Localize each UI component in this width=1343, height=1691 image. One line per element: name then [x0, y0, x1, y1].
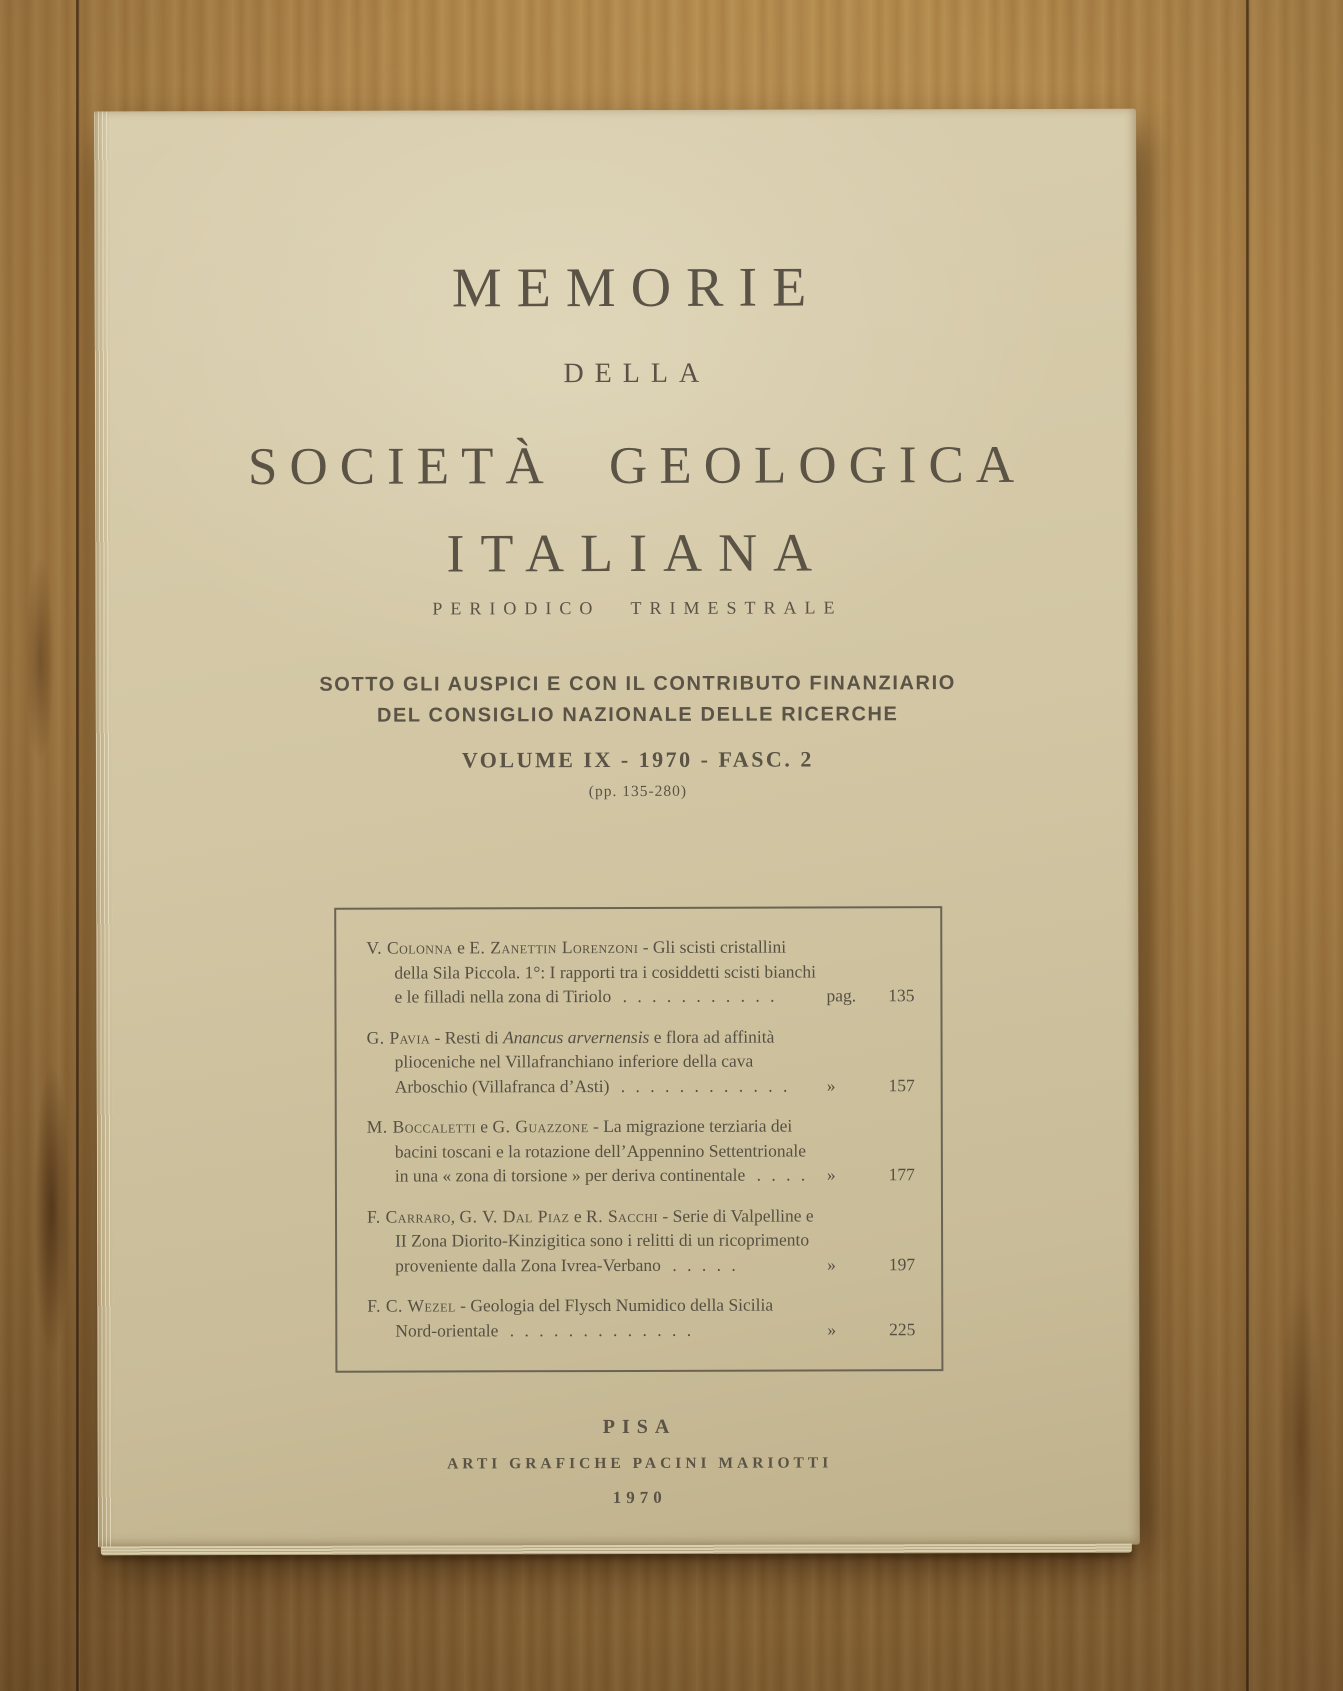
toc-entry	[366, 934, 914, 1009]
toc-page-number: 157	[888, 1074, 915, 1095]
journal-title-societa-geologica: SOCIETÀ GEOLOGICA	[247, 435, 1027, 496]
toc-leader-dots: . . . . . . . . . . .	[615, 985, 778, 1007]
toc-entry	[367, 1113, 915, 1188]
sponsor-note	[138, 668, 1138, 733]
toc-leader-dots: . . . .	[749, 1164, 809, 1185]
plank-seam	[1246, 0, 1250, 1691]
toc-page-ref-label: pag.	[826, 985, 857, 1006]
toc-page-ref	[826, 983, 914, 1008]
toc-leader-dots: . . . . . . . . . . . .	[613, 1075, 791, 1096]
table-of-contents	[334, 906, 943, 1373]
journal-title-memorie: MEMORIE	[451, 256, 822, 320]
toc-entry-text: F. Carraro, G. V. Dal Piaz e R. Sacchi - Serie di Valpelline e II Zona Diorito-Kinzigitica sono i relitti di un ricoprimento proveniente dalla Zona Ivrea-Verbano . . . . .	[366, 1204, 814, 1276]
cover-content	[94, 109, 1140, 1548]
toc-entry-text: V. Colonna e E. Zanettin Lorenzoni - Gli scisti cristallini della Sila Piccola. 1°: I rapporti tra i cosiddetti scisti bianchi e le filladi nella zona di Tiriolo . . . . . . . . . . .	[366, 936, 816, 1007]
pages-range: (pp. 135-280)	[588, 782, 688, 801]
toc-page-number: 177	[888, 1164, 915, 1185]
toc-list	[366, 934, 915, 1342]
journal-cover	[94, 109, 1140, 1548]
toc-entry	[367, 1292, 915, 1342]
toc-leader-dots: . . . . .	[664, 1254, 739, 1275]
toc-entry-text: F. C. Wezel - Geologia del Flysch Numidico della Sicilia Nord-orientale . . . . . . . . . . . . .	[367, 1294, 774, 1341]
plank-seam	[76, 0, 80, 1691]
toc-entry	[367, 1024, 915, 1099]
imprint-city: PISA	[602, 1415, 677, 1439]
toc-entry-text: M. Boccaletti e G. Guazzone - La migrazione terziaria dei bacini toscani e la rotazione dell’Appennino Settentrionale in una « zona di torsione » per deriva continentale . . . .	[366, 1115, 809, 1186]
journal-title-italiana: ITALIANA	[446, 522, 829, 584]
toc-page-number: 225	[889, 1318, 916, 1339]
toc-page-ref	[827, 1317, 915, 1342]
toc-page-number: 135	[888, 985, 915, 1006]
imprint-printer: ARTI GRAFICHE PACINI MARIOTTI	[447, 1454, 833, 1473]
toc-page-ref	[827, 1252, 915, 1277]
toc-page-ref	[827, 1073, 915, 1098]
toc-page-ref-label: »	[827, 1318, 837, 1339]
volume-line: VOLUME IX - 1970 - FASC. 2	[461, 746, 814, 773]
toc-page-number: 197	[888, 1253, 916, 1274]
toc-entry	[367, 1203, 915, 1278]
toc-leader-dots: . . . . . . . . . . . . .	[502, 1319, 695, 1340]
periodicity-subtitle: PERIODICO TRIMESTRALE	[432, 597, 843, 619]
sponsor-line-2: DEL CONSIGLIO NAZIONALE DELLE RICERCHE	[376, 703, 899, 727]
imprint-year: 1970	[612, 1487, 667, 1508]
toc-page-ref-label: »	[826, 1164, 836, 1185]
toc-page-ref	[827, 1162, 915, 1187]
journal-title-della: DELLA	[563, 357, 711, 390]
toc-page-ref-label: »	[826, 1074, 836, 1095]
toc-page-ref-label: »	[827, 1253, 836, 1274]
sponsor-line-1: SOTTO GLI AUSPICI E CON IL CONTRIBUTO FINANZIARIO	[319, 672, 956, 696]
toc-entry-text: G. Pavia - Resti di Anancus arvernensis e flora ad affinità plioceniche nel Villafranchiano inferiore della cava Arboschio (Villafranca d’Asti) . . . . . . . . . . . .	[366, 1026, 791, 1097]
